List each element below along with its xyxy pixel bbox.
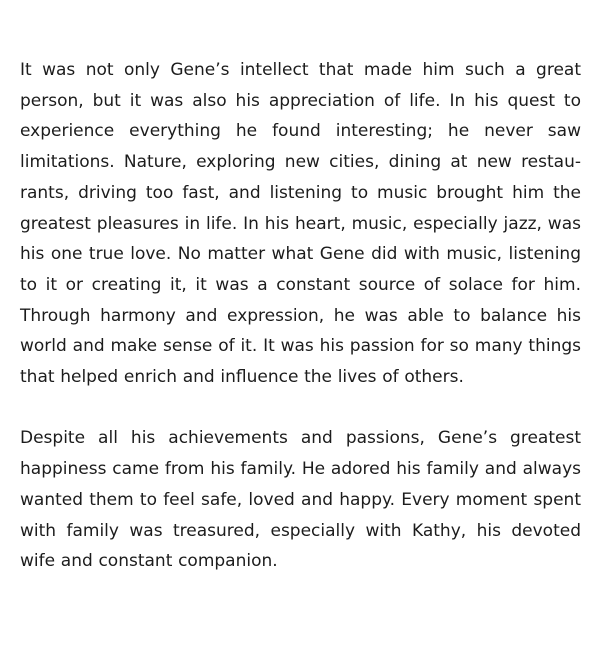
- paragraph-gene-appreciation-of-life: It was not only Gene’s intellect that made him such a great person, but it was also his appreciation of life. In his quest to experience everything he found interesting; he never saw limitations. Nature, exploring new cities, dining at new restaurants, driving too fast, and listening to music brought him the greatest pleasures in life. In his heart, music, especially jazz, was his one true love. No matter what Gene did with music, listening to it or creating it, it was a constant source of solace for him. Through harmony and expression, he was able to balance his world and make sense of it. It was his passion for so many things that helped enrich and influence the lives of others.: [20, 60, 581, 388]
- text-body: [20, 55, 581, 577]
- paragraph-gene-family: Despite all his achievements and passions, Gene’s greatest happiness came from his family. He adored his family and always wanted them to feel safe, loved and happy. Every moment spent with family was treasured, especially with Kathy, his devoted wife and constant companion.: [20, 428, 581, 572]
